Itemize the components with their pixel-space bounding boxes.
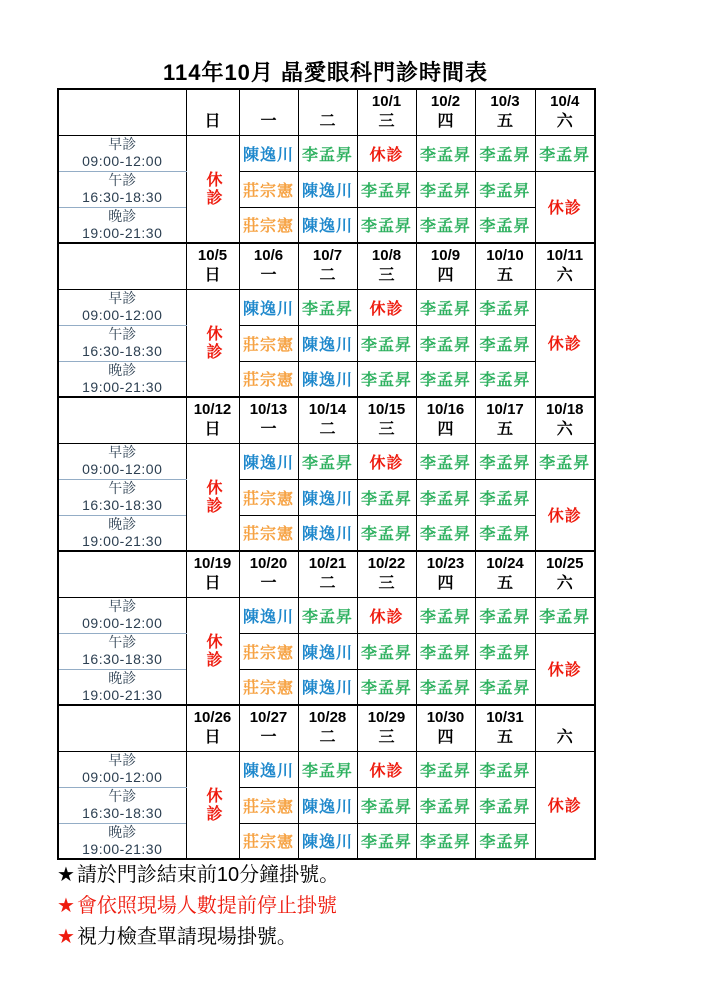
sunday-closed-cell: 休診 bbox=[186, 443, 239, 551]
header-date: 10/10 bbox=[486, 246, 524, 264]
doctor-cell: 李孟昇 bbox=[416, 135, 475, 171]
session-label-cell bbox=[58, 669, 186, 705]
doctor-cell: 李孟昇 bbox=[298, 289, 357, 325]
header-date: 10/31 bbox=[486, 708, 524, 726]
session-label-cell bbox=[58, 207, 186, 243]
day-header-cell bbox=[416, 243, 475, 289]
header-weekday: 四 bbox=[437, 266, 454, 284]
header-date: 10/5 bbox=[197, 246, 228, 264]
doctor-cell: 李孟昇 bbox=[298, 751, 357, 787]
doctor-cell: 李孟昇 bbox=[416, 207, 475, 243]
doctor-cell: 李孟昇 bbox=[475, 289, 535, 325]
header-date: 10/14 bbox=[308, 400, 347, 418]
doctor-cell: 李孟昇 bbox=[475, 479, 535, 515]
session-time: 19:00-21:30 bbox=[82, 840, 163, 857]
header-weekday: 二 bbox=[319, 112, 336, 130]
session-name: 早診 bbox=[108, 290, 137, 307]
header-date: 10/25 bbox=[545, 554, 584, 572]
notes bbox=[57, 860, 657, 953]
session-time: 09:00-12:00 bbox=[82, 461, 163, 477]
day-header-cell bbox=[186, 243, 239, 289]
header-date: 10/13 bbox=[249, 400, 288, 418]
session-label-cell bbox=[58, 787, 186, 823]
doctor-cell: 李孟昇 bbox=[475, 597, 535, 633]
header-date: 10/24 bbox=[486, 554, 524, 572]
day-header-cell bbox=[357, 243, 416, 289]
doctor-cell: 李孟昇 bbox=[416, 823, 475, 859]
doctor-cell: 李孟昇 bbox=[475, 171, 535, 207]
header-date bbox=[187, 93, 239, 112]
corner-cell bbox=[58, 243, 186, 289]
day-header-cell bbox=[186, 705, 239, 751]
corner-cell bbox=[58, 89, 186, 135]
sunday-closed-cell: 休診 bbox=[186, 289, 239, 397]
doctor-cell: 李孟昇 bbox=[416, 633, 475, 669]
session-label-cell bbox=[58, 597, 186, 633]
header-date: 10/27 bbox=[249, 708, 288, 726]
closed-cell: 休診 bbox=[357, 135, 416, 171]
note-text: 會依照現場人數提前停止掛號 bbox=[76, 895, 337, 917]
doctor-cell: 李孟昇 bbox=[535, 135, 595, 171]
day-header-cell bbox=[357, 705, 416, 751]
header-date: 10/12 bbox=[193, 400, 232, 418]
doctor-cell: 李孟昇 bbox=[357, 479, 416, 515]
doctor-cell: 陳逸川 bbox=[298, 823, 357, 859]
note-item bbox=[57, 891, 657, 922]
header-date: 10/4 bbox=[550, 92, 580, 110]
doctor-cell: 莊宗憲 bbox=[239, 325, 298, 361]
session-label-cell bbox=[58, 633, 186, 669]
header-weekday: 日 bbox=[204, 112, 221, 130]
session-label-cell bbox=[58, 289, 186, 325]
session-time: 16:30-18:30 bbox=[82, 497, 163, 513]
header-weekday: 六 bbox=[556, 112, 573, 130]
day-header-cell bbox=[298, 397, 357, 443]
session-name: 早診 bbox=[108, 444, 137, 461]
day-header-cell bbox=[357, 89, 416, 135]
header-weekday: 日 bbox=[204, 420, 221, 438]
day-header-cell bbox=[298, 551, 357, 597]
day-header-cell bbox=[416, 397, 475, 443]
note-text: 請於門診結束前10分鐘掛號。 bbox=[76, 864, 340, 886]
doctor-cell: 陳逸川 bbox=[298, 171, 357, 207]
day-header-cell bbox=[298, 89, 357, 135]
session-label-cell bbox=[58, 515, 186, 551]
day-header-cell bbox=[475, 551, 535, 597]
star-icon: ★ bbox=[57, 926, 75, 948]
session-name: 晚診 bbox=[108, 207, 137, 224]
doctor-cell: 陳逸川 bbox=[239, 597, 298, 633]
doctor-cell: 李孟昇 bbox=[416, 443, 475, 479]
session-name: 晚診 bbox=[108, 361, 137, 378]
session-time: 09:00-12:00 bbox=[82, 615, 163, 631]
doctor-cell: 李孟昇 bbox=[357, 515, 416, 551]
doctor-cell: 李孟昇 bbox=[357, 171, 416, 207]
doctor-cell: 莊宗憲 bbox=[239, 633, 298, 669]
header-date: 10/16 bbox=[426, 400, 465, 418]
header-weekday: 六 bbox=[556, 420, 573, 438]
doctor-cell: 李孟昇 bbox=[535, 443, 595, 479]
header-date: 10/8 bbox=[371, 246, 402, 264]
closed-cell: 休診 bbox=[357, 289, 416, 325]
doctor-cell: 陳逸川 bbox=[239, 289, 298, 325]
header-date: 10/21 bbox=[308, 554, 347, 572]
header-date: 10/19 bbox=[193, 554, 232, 572]
doctor-cell: 陳逸川 bbox=[239, 751, 298, 787]
session-name: 早診 bbox=[108, 752, 137, 769]
doctor-cell: 陳逸川 bbox=[298, 633, 357, 669]
doctor-cell: 李孟昇 bbox=[357, 207, 416, 243]
day-header-cell bbox=[298, 705, 357, 751]
doctor-cell: 李孟昇 bbox=[475, 515, 535, 551]
day-header-cell bbox=[357, 551, 416, 597]
day-header-cell bbox=[535, 397, 595, 443]
session-name: 午診 bbox=[108, 172, 137, 189]
week-table-2 bbox=[57, 242, 596, 398]
doctor-cell: 李孟昇 bbox=[416, 597, 475, 633]
header-date: 10/18 bbox=[545, 400, 584, 418]
doctor-cell: 莊宗憲 bbox=[239, 787, 298, 823]
header-weekday: 四 bbox=[437, 420, 454, 438]
day-header-cell bbox=[298, 243, 357, 289]
day-header-cell bbox=[475, 397, 535, 443]
header-weekday: 四 bbox=[437, 574, 454, 592]
doctor-cell: 莊宗憲 bbox=[239, 171, 298, 207]
doctor-cell: 李孟昇 bbox=[357, 787, 416, 823]
doctor-cell: 李孟昇 bbox=[416, 325, 475, 361]
day-header-cell bbox=[239, 397, 298, 443]
note-text: 視力檢查單請現場掛號。 bbox=[76, 926, 297, 948]
header-weekday: 六 bbox=[556, 574, 573, 592]
header-weekday: 三 bbox=[378, 266, 395, 284]
session-name: 午診 bbox=[108, 788, 137, 805]
session-time: 16:30-18:30 bbox=[82, 805, 163, 821]
session-name: 晚診 bbox=[108, 515, 137, 532]
session-label-cell bbox=[58, 361, 186, 397]
doctor-cell: 莊宗憲 bbox=[239, 823, 298, 859]
session-time: 19:00-21:30 bbox=[82, 686, 163, 703]
week-table-4 bbox=[57, 550, 596, 706]
closed-cell: 休診 bbox=[357, 751, 416, 787]
session-time: 16:30-18:30 bbox=[82, 343, 163, 359]
header-weekday: 一 bbox=[260, 266, 277, 284]
session-label-cell bbox=[58, 325, 186, 361]
header-weekday: 三 bbox=[378, 728, 395, 746]
header-weekday: 一 bbox=[260, 728, 277, 746]
day-header-cell bbox=[416, 551, 475, 597]
doctor-cell: 莊宗憲 bbox=[239, 207, 298, 243]
header-date: 10/7 bbox=[312, 246, 343, 264]
doctor-cell: 李孟昇 bbox=[475, 633, 535, 669]
doctor-cell: 李孟昇 bbox=[475, 325, 535, 361]
header-weekday: 三 bbox=[378, 574, 395, 592]
session-name: 午診 bbox=[108, 326, 137, 343]
header-weekday: 五 bbox=[496, 266, 513, 284]
doctor-cell: 陳逸川 bbox=[298, 787, 357, 823]
header-weekday: 五 bbox=[496, 112, 513, 130]
session-time: 16:30-18:30 bbox=[82, 651, 163, 667]
closed-cell: 休診 bbox=[535, 479, 595, 551]
day-header-cell bbox=[475, 243, 535, 289]
header-weekday: 六 bbox=[556, 266, 573, 284]
header-date: 10/29 bbox=[367, 708, 406, 726]
header-date: 10/23 bbox=[426, 554, 465, 572]
doctor-cell: 陳逸川 bbox=[298, 669, 357, 705]
header-weekday: 二 bbox=[319, 728, 336, 746]
session-time: 16:30-18:30 bbox=[82, 189, 163, 205]
closed-cell: 休診 bbox=[535, 171, 595, 243]
session-time: 19:00-21:30 bbox=[82, 378, 163, 395]
session-label-cell bbox=[58, 751, 186, 787]
doctor-cell: 陳逸川 bbox=[298, 325, 357, 361]
sunday-closed-cell: 休診 bbox=[186, 751, 239, 859]
doctor-cell: 李孟昇 bbox=[416, 751, 475, 787]
doctor-cell: 莊宗憲 bbox=[239, 479, 298, 515]
day-header-cell bbox=[475, 89, 535, 135]
day-header-cell bbox=[239, 89, 298, 135]
sunday-closed-cell: 休診 bbox=[186, 597, 239, 705]
header-weekday: 日 bbox=[204, 574, 221, 592]
doctor-cell: 李孟昇 bbox=[298, 443, 357, 479]
day-header-cell bbox=[357, 397, 416, 443]
doctor-cell: 李孟昇 bbox=[357, 361, 416, 397]
header-weekday: 一 bbox=[260, 112, 277, 130]
header-weekday: 四 bbox=[437, 112, 454, 130]
sunday-closed-cell: 休診 bbox=[186, 135, 239, 243]
closed-cell: 休診 bbox=[357, 443, 416, 479]
doctor-cell: 莊宗憲 bbox=[239, 669, 298, 705]
week-table-1 bbox=[57, 88, 596, 244]
note-item bbox=[57, 860, 657, 891]
header-date: 10/28 bbox=[308, 708, 347, 726]
star-icon: ★ bbox=[57, 895, 75, 917]
corner-cell bbox=[58, 705, 186, 751]
header-date: 10/30 bbox=[426, 708, 465, 726]
day-header-cell bbox=[239, 243, 298, 289]
session-label-cell bbox=[58, 443, 186, 479]
session-time: 19:00-21:30 bbox=[82, 224, 163, 241]
header-date bbox=[240, 93, 298, 112]
session-time: 09:00-12:00 bbox=[82, 307, 163, 323]
header-date: 10/9 bbox=[430, 246, 461, 264]
week-table-5 bbox=[57, 704, 596, 860]
doctor-cell: 李孟昇 bbox=[416, 515, 475, 551]
doctor-cell: 李孟昇 bbox=[475, 669, 535, 705]
session-label-cell bbox=[58, 171, 186, 207]
header-date: 10/20 bbox=[249, 554, 288, 572]
note-item bbox=[57, 922, 657, 953]
doctor-cell: 陳逸川 bbox=[298, 361, 357, 397]
doctor-cell: 李孟昇 bbox=[298, 597, 357, 633]
doctor-cell: 李孟昇 bbox=[475, 751, 535, 787]
doctor-cell: 李孟昇 bbox=[475, 443, 535, 479]
doctor-cell: 李孟昇 bbox=[357, 633, 416, 669]
header-date bbox=[299, 93, 357, 112]
session-label-cell bbox=[58, 135, 186, 171]
corner-cell bbox=[58, 551, 186, 597]
doctor-cell: 李孟昇 bbox=[416, 669, 475, 705]
doctor-cell: 李孟昇 bbox=[357, 325, 416, 361]
session-label-cell bbox=[58, 823, 186, 859]
header-date: 10/15 bbox=[367, 400, 406, 418]
day-header-cell bbox=[239, 705, 298, 751]
header-weekday: 三 bbox=[378, 112, 395, 130]
session-name: 午診 bbox=[108, 634, 137, 651]
header-date: 10/3 bbox=[490, 92, 520, 110]
header-weekday: 六 bbox=[556, 728, 573, 746]
day-header-cell bbox=[186, 551, 239, 597]
day-header-cell bbox=[186, 89, 239, 135]
header-date: 10/6 bbox=[253, 246, 284, 264]
doctor-cell: 莊宗憲 bbox=[239, 515, 298, 551]
doctor-cell: 李孟昇 bbox=[475, 787, 535, 823]
doctor-cell: 陳逸川 bbox=[239, 135, 298, 171]
doctor-cell: 陳逸川 bbox=[298, 207, 357, 243]
header-weekday: 四 bbox=[437, 728, 454, 746]
session-time: 09:00-12:00 bbox=[82, 769, 163, 785]
closed-cell: 休診 bbox=[357, 597, 416, 633]
header-weekday: 一 bbox=[260, 420, 277, 438]
day-header-cell bbox=[535, 89, 595, 135]
doctor-cell: 李孟昇 bbox=[416, 289, 475, 325]
header-date: 10/2 bbox=[430, 92, 461, 110]
doctor-cell: 李孟昇 bbox=[475, 207, 535, 243]
session-name: 晚診 bbox=[108, 669, 137, 686]
session-time: 19:00-21:30 bbox=[82, 532, 163, 549]
header-weekday: 二 bbox=[319, 574, 336, 592]
day-header-cell bbox=[239, 551, 298, 597]
doctor-cell: 李孟昇 bbox=[416, 171, 475, 207]
doctor-cell: 李孟昇 bbox=[416, 479, 475, 515]
doctor-cell: 李孟昇 bbox=[357, 669, 416, 705]
header-weekday: 五 bbox=[496, 420, 513, 438]
header-weekday: 一 bbox=[260, 574, 277, 592]
doctor-cell: 莊宗憲 bbox=[239, 361, 298, 397]
page-title: 114年10月 晶愛眼科門診時間表 bbox=[162, 60, 489, 85]
doctor-cell: 李孟昇 bbox=[416, 787, 475, 823]
day-header-cell bbox=[416, 89, 475, 135]
star-icon: ★ bbox=[57, 864, 75, 886]
header-weekday: 五 bbox=[496, 574, 513, 592]
header-date: 10/17 bbox=[486, 400, 524, 418]
header-date: 10/1 bbox=[371, 92, 402, 110]
session-name: 晚診 bbox=[108, 823, 137, 840]
doctor-cell: 陳逸川 bbox=[239, 443, 298, 479]
header-weekday: 三 bbox=[378, 420, 395, 438]
doctor-cell: 李孟昇 bbox=[475, 361, 535, 397]
day-header-cell bbox=[535, 551, 595, 597]
doctor-cell: 李孟昇 bbox=[416, 361, 475, 397]
session-name: 午診 bbox=[108, 480, 137, 497]
header-weekday: 二 bbox=[319, 420, 336, 438]
session-label-cell bbox=[58, 479, 186, 515]
doctor-cell: 李孟昇 bbox=[298, 135, 357, 171]
doctor-cell: 李孟昇 bbox=[357, 823, 416, 859]
closed-cell: 休診 bbox=[535, 633, 595, 705]
header-date: 10/11 bbox=[546, 246, 584, 264]
day-header-cell bbox=[186, 397, 239, 443]
header-weekday: 二 bbox=[319, 266, 336, 284]
header-date: 10/22 bbox=[367, 554, 406, 572]
session-name: 早診 bbox=[108, 136, 137, 153]
corner-cell bbox=[58, 397, 186, 443]
closed-cell: 休診 bbox=[535, 289, 595, 397]
header-date: 10/26 bbox=[193, 708, 232, 726]
day-header-cell bbox=[535, 705, 595, 751]
doctor-cell: 陳逸川 bbox=[298, 515, 357, 551]
doctor-cell: 李孟昇 bbox=[535, 597, 595, 633]
header-date bbox=[536, 709, 595, 728]
header-weekday: 五 bbox=[496, 728, 513, 746]
header-weekday: 日 bbox=[204, 728, 221, 746]
doctor-cell: 陳逸川 bbox=[298, 479, 357, 515]
day-header-cell bbox=[416, 705, 475, 751]
session-name: 早診 bbox=[108, 598, 137, 615]
header-weekday: 日 bbox=[204, 266, 221, 284]
session-time: 09:00-12:00 bbox=[82, 153, 163, 169]
closed-cell: 休診 bbox=[535, 751, 595, 859]
day-header-cell bbox=[535, 243, 595, 289]
day-header-cell bbox=[475, 705, 535, 751]
doctor-cell: 李孟昇 bbox=[475, 135, 535, 171]
doctor-cell: 李孟昇 bbox=[475, 823, 535, 859]
week-table-3 bbox=[57, 396, 596, 552]
schedule-table bbox=[57, 88, 594, 860]
